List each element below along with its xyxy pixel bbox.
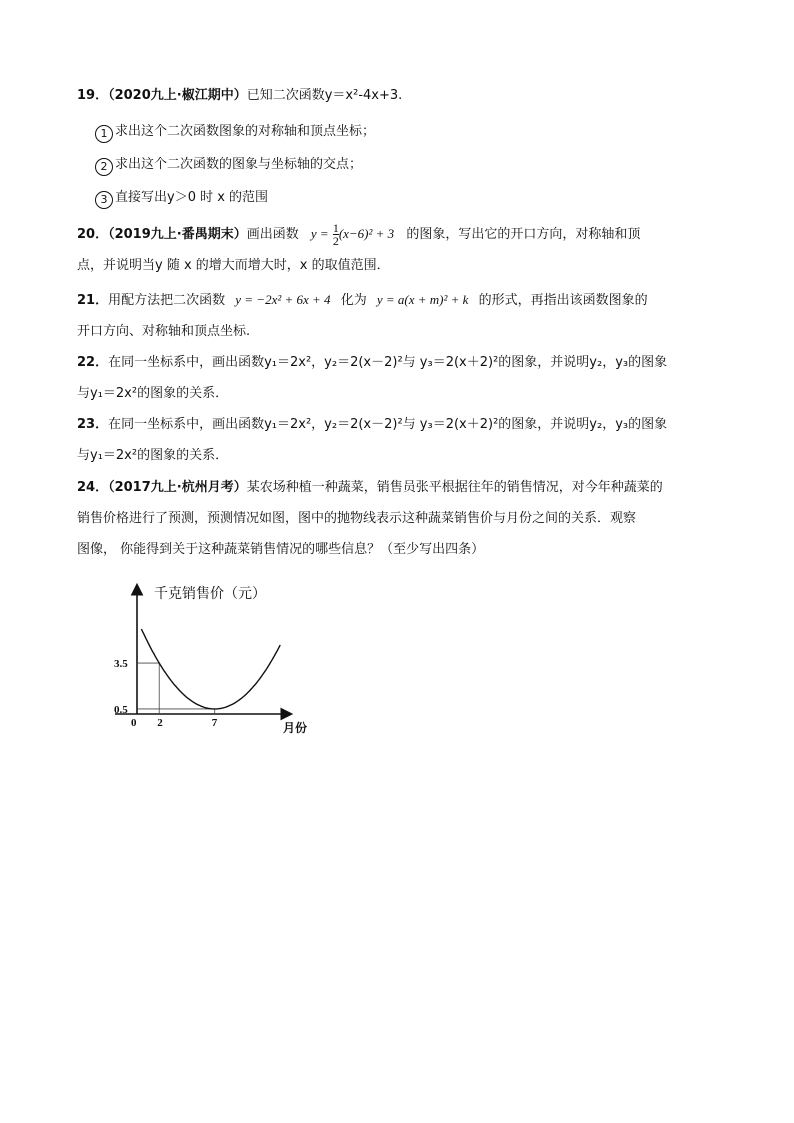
question-text: 的图象，写出它的开口方向，对称轴和顶 <box>406 227 641 242</box>
x-tick-label: 0 <box>131 717 137 729</box>
question-number: 20． <box>77 227 109 242</box>
question-number: 21． <box>77 293 109 308</box>
question-20-line-1 <box>77 222 640 247</box>
question-number: 19． <box>77 88 109 103</box>
question-24-line-2: 销售价格进行了预测，预测情况如图，图中的抛物线表示这种蔬菜销售价与月份之间的关系．观察 <box>77 511 637 526</box>
question-19-part-2 <box>95 155 362 176</box>
fraction-numerator: 1 <box>332 221 339 235</box>
question-text: 用配方法把二次函数 <box>108 293 226 308</box>
question-19-part-1 <box>95 122 375 143</box>
question-23-line-2: 与y₁＝2x²的图象的关系． <box>77 448 229 463</box>
part-text: 直接写出y＞0 时 x 的范围 <box>115 190 269 205</box>
part-text: 求出这个二次函数图象的对称轴和顶点坐标； <box>115 124 376 139</box>
question-text: 的形式，再指出该函数图象的 <box>478 293 648 308</box>
y-tick-label: 3.5 <box>114 658 128 671</box>
question-24-line-1 <box>77 478 663 498</box>
x-tick-label: 2 <box>157 717 163 729</box>
circled-number: 3 <box>95 191 113 209</box>
formula-rest: (x−6)² + 3 <box>338 226 395 241</box>
question-source: （2020九上·椒江期中） <box>108 88 247 103</box>
formula-vertex-form: y = a(x + m)² + k <box>376 292 469 307</box>
question-19-part-3 <box>95 188 268 209</box>
formula-standard: y = −2x² + 6x + 4 <box>235 292 331 307</box>
part-text: 求出这个二次函数的图象与坐标轴的交点； <box>115 157 363 172</box>
formula-lhs: y = <box>310 226 329 241</box>
question-22-line-2: 与y₁＝2x²的图象的关系． <box>77 386 229 401</box>
x-axis-label: 月份 <box>283 721 308 735</box>
question-21-line-2: 开口方向、对称轴和顶点坐标. <box>77 324 251 339</box>
question-number: 22． <box>77 355 109 370</box>
fraction-denominator: 2 <box>332 234 339 248</box>
price-month-chart <box>110 578 330 738</box>
question-source: （2019九上·番禺期末） <box>108 227 247 242</box>
y-axis-label: 千克销售价（元） <box>154 586 266 602</box>
question-20-line-2: 点，并说明当y 随 x 的增大而增大时，x 的取值范围． <box>77 258 390 273</box>
y-tick-label: 0.5 <box>114 703 128 716</box>
question-text: 某农场种植一种蔬菜，销售员张平根据往年的销售情况，对今年种蔬菜的 <box>246 480 663 495</box>
question-21-line-1 <box>77 290 648 311</box>
question-number: 24． <box>77 480 109 495</box>
circled-number: 1 <box>95 125 113 143</box>
question-source: （2017九上·杭州月考） <box>108 480 247 495</box>
question-text: 在同一坐标系中，画出函数y₁＝2x²，y₂＝2(x－2)²与 y₃＝2(x＋2)²的图象，并说明y₂，y₃的图象 <box>108 355 668 370</box>
question-number: 23． <box>77 417 109 432</box>
question-text: 在同一坐标系中，画出函数y₁＝2x²，y₂＝2(x－2)²与 y₃＝2(x＋2)²的图象，并说明y₂，y₃的图象 <box>108 417 668 432</box>
question-23-line-1 <box>77 415 667 435</box>
x-tick-label: 7 <box>211 717 218 729</box>
question-text: 化为 <box>340 293 367 308</box>
question-24-line-3: 图像， 你能得到关于这种蔬菜销售情况的哪些信息？（至少写出四条） <box>77 542 485 557</box>
question-text: 已知二次函数y＝x²-4x+3. <box>246 88 403 103</box>
circled-number: 2 <box>95 158 113 176</box>
question-text: 画出函数 <box>246 227 299 242</box>
parabola-curve <box>141 629 280 709</box>
question-22-line-1 <box>77 353 667 373</box>
question-19-stem <box>77 86 402 106</box>
